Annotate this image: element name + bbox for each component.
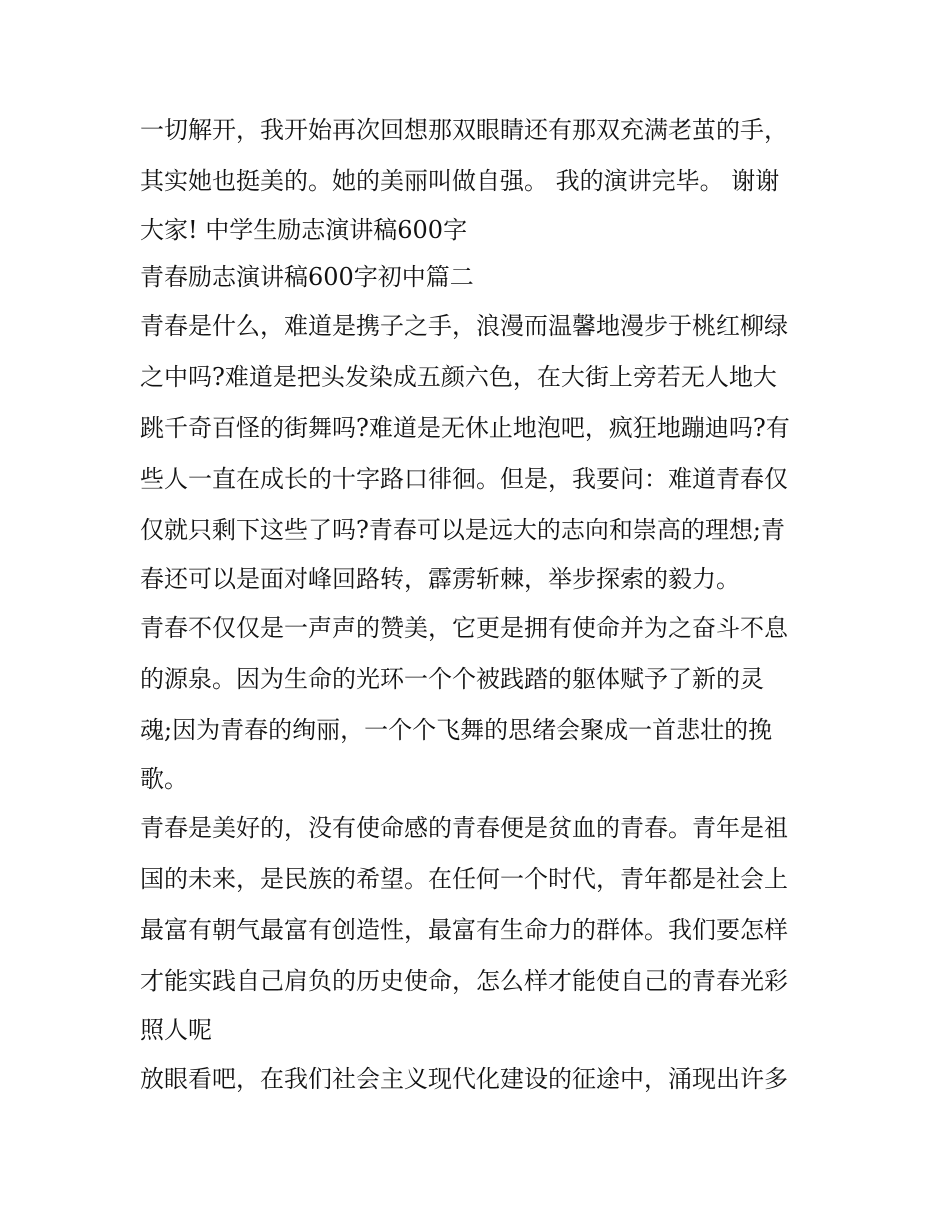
text-line: 魂;因为青春的绚丽，一个个飞舞的思绪会聚成一首悲壮的挽 xyxy=(140,716,773,744)
text-line: 青春是美好的，没有使命感的青春便是贫血的青春。青年是祖 xyxy=(140,814,788,842)
text-line: 之中吗?难道是把头发染成五颜六色，在大街上旁若无人地大 xyxy=(140,363,777,391)
text-line: 歌。 xyxy=(140,765,188,793)
text-line: 其实她也挺美的。她的美丽叫做自强。 我的演讲完毕。 谢谢 xyxy=(140,167,780,195)
text-line: 一切解开，我开始再次回想那双眼睛还有那双充满老茧的手， xyxy=(140,116,788,144)
text-line: 些人一直在成长的十字路口徘徊。但是，我要问：难道青春仅 xyxy=(140,465,788,493)
document-body xyxy=(140,105,820,1105)
text-line: 才能实践自己肩负的历史使命，怎么样才能使自己的青春光彩 xyxy=(140,967,788,995)
text-line: 照人呢 xyxy=(140,1016,212,1044)
text-line: 跳千奇百怪的街舞吗?难道是无休止地泡吧，疯狂地蹦迪吗?有 xyxy=(140,414,790,442)
text-line: 的源泉。因为生命的光环一个个被践踏的躯体赋予了新的灵 xyxy=(140,665,764,693)
text-line: 放眼看吧，在我们社会主义现代化建设的征途中，涌现出许多 xyxy=(140,1065,788,1093)
text-line: 青春不仅仅是一声声的赞美，它更是拥有使命并为之奋斗不息 xyxy=(140,614,788,642)
text-line: 最富有朝气最富有创造性，最富有生命力的群体。我们要怎样 xyxy=(140,916,788,944)
text-line: 青春是什么，难道是携子之手，浪漫而温馨地漫步于桃红柳绿 xyxy=(140,312,788,340)
text-line: 国的未来，是民族的希望。在任何一个时代，青年都是社会上 xyxy=(140,865,788,893)
section-heading: 青春励志演讲稿600字初中篇二 xyxy=(140,263,474,291)
text-line: 仅就只剩下这些了吗?青春可以是远大的志向和崇高的理想;青 xyxy=(140,516,785,544)
text-line: 大家! 中学生励志演讲稿600字 xyxy=(140,216,468,244)
text-line: 春还可以是面对峰回路转，霹雳斩棘，举步探索的毅力。 xyxy=(140,565,740,593)
